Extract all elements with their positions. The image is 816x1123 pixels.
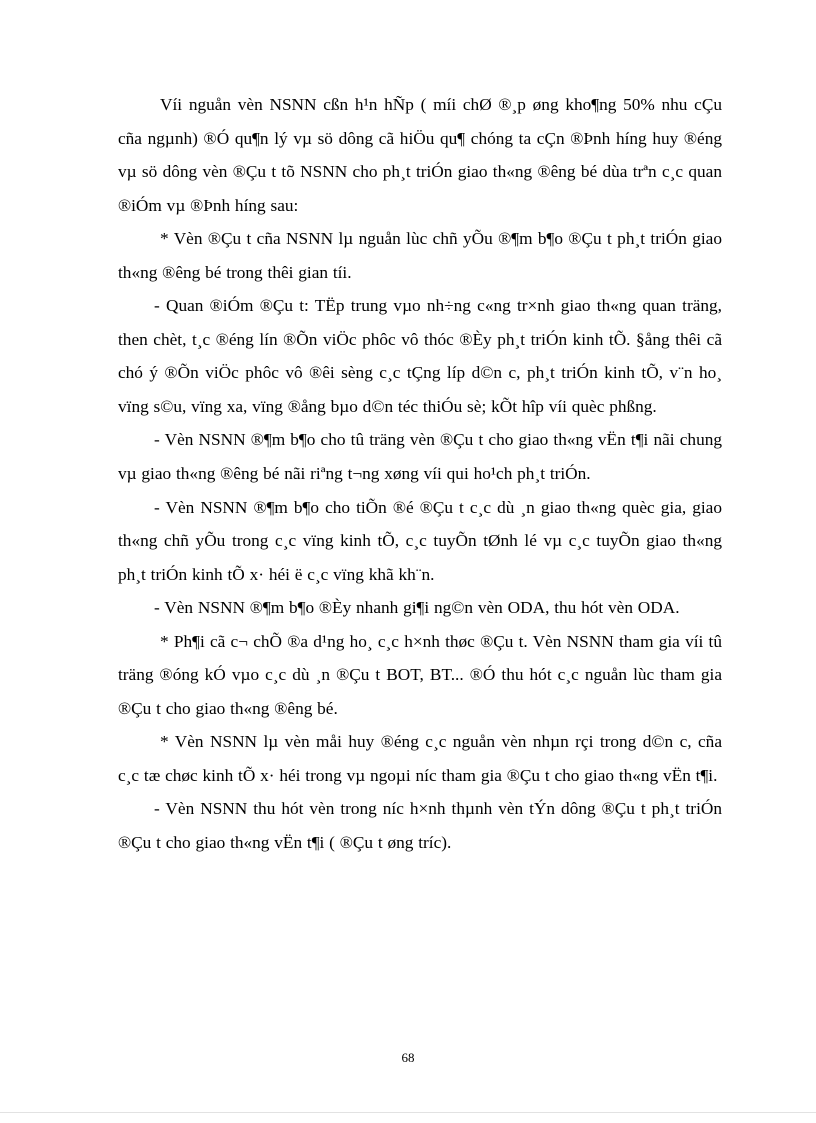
paragraph: - Vèn NSNN thu hót vèn trong níc h×nh thµnh vèn tÝn dông ®Çu t ph¸t triÓn ®Çu t cho giao th«ng vËn t¶i ( ®Çu t øng tríc). xyxy=(118,799,722,853)
paragraph: - Vèn NSNN ®¶m b¶o cho tiÕn ®é ®Çu t c¸c dù ¸n giao th«ng quèc gia, giao th«ng chñ yÕu trong c¸c vïng kinh tÕ, c¸c tuyÕn tØnh lé vµ c¸c tuyÕn giao th«ng ph¸t triÓn kinh tÕ x· héi ë c¸c vïng khã kh¨n. xyxy=(118,497,722,584)
paragraph: - Vèn NSNN ®¶m b¶o cho tû träng vèn ®Çu t cho giao th«ng vËn t¶i nãi chung vµ giao th«ng ®êng bé nãi riªng t¬ng xøng víi qui ho¹ch ph¸t triÓn. xyxy=(118,430,722,484)
page-bottom-edge xyxy=(0,1112,816,1123)
page-body xyxy=(118,88,722,860)
paragraph: * Ph¶i cã c¬ chÕ ®a d¹ng ho¸ c¸c h×nh thøc ®Çu t. Vèn NSNN tham gia víi tû träng ®óng kÓ vµo c¸c dù ¸n ®Çu t BOT, BT... ®Ó thu hót c¸c nguån lùc tham gia ®Çu t cho giao th«ng ®êng bé. xyxy=(118,631,722,718)
paragraph: - Vèn NSNN ®¶m b¶o ®Èy nhanh gi¶i ng©n vèn ODA, thu hót vèn ODA. xyxy=(154,598,680,618)
paragraph: * Vèn ®Çu t cña NSNN lµ nguån lùc chñ yÕu ®¶m b¶o ®Çu t ph¸t triÓn giao th«ng ®êng bé trong thêi gian tíi. xyxy=(118,229,722,282)
page-number: 68 xyxy=(401,1050,415,1065)
paragraph: Víi nguån vèn NSNN cßn h¹n hÑp ( míi chØ ®¸p øng kho¶ng 50% nhu cÇu cña ngµnh) ®Ó qu¶n lý vµ sö dông cã hiÖu qu¶ chóng ta cÇn ®Þnh híng huy ®éng vµ sö dông vèn ®Çu t tõ NSNN cho ph¸t triÓn giao th«ng ®êng bé dùa trªn c¸c quan ®iÓm vµ ®Þnh híng sau: xyxy=(118,95,722,215)
paragraph: - Quan ®iÓm ®Çu t: TËp trung vµo nh÷ng c«ng tr×nh giao th«ng quan träng, then chèt, t¸c ®éng lín ®Õn viÖc phôc vô thóc ®Èy ph¸t triÓn kinh tÕ. §ång thêi cã chó ý ®Õn viÖc phôc vô ®êi sèng c¸c tÇng líp d©n c, ph¸t triÓn kinh tÕ, v¨n ho¸ vïng s©u, vïng xa, vïng ®ång bµo d©n téc thiÓu sè; kÕt hîp víi quèc phßng. xyxy=(118,296,722,416)
paragraph: * Vèn NSNN lµ vèn måi huy ®éng c¸c nguån vèn nhµn rçi trong d©n c, cña c¸c tæ chøc kinh tÕ x· héi trong vµ ngoµi níc tham gia ®Çu t cho giao th«ng vËn t¶i. xyxy=(118,732,722,785)
